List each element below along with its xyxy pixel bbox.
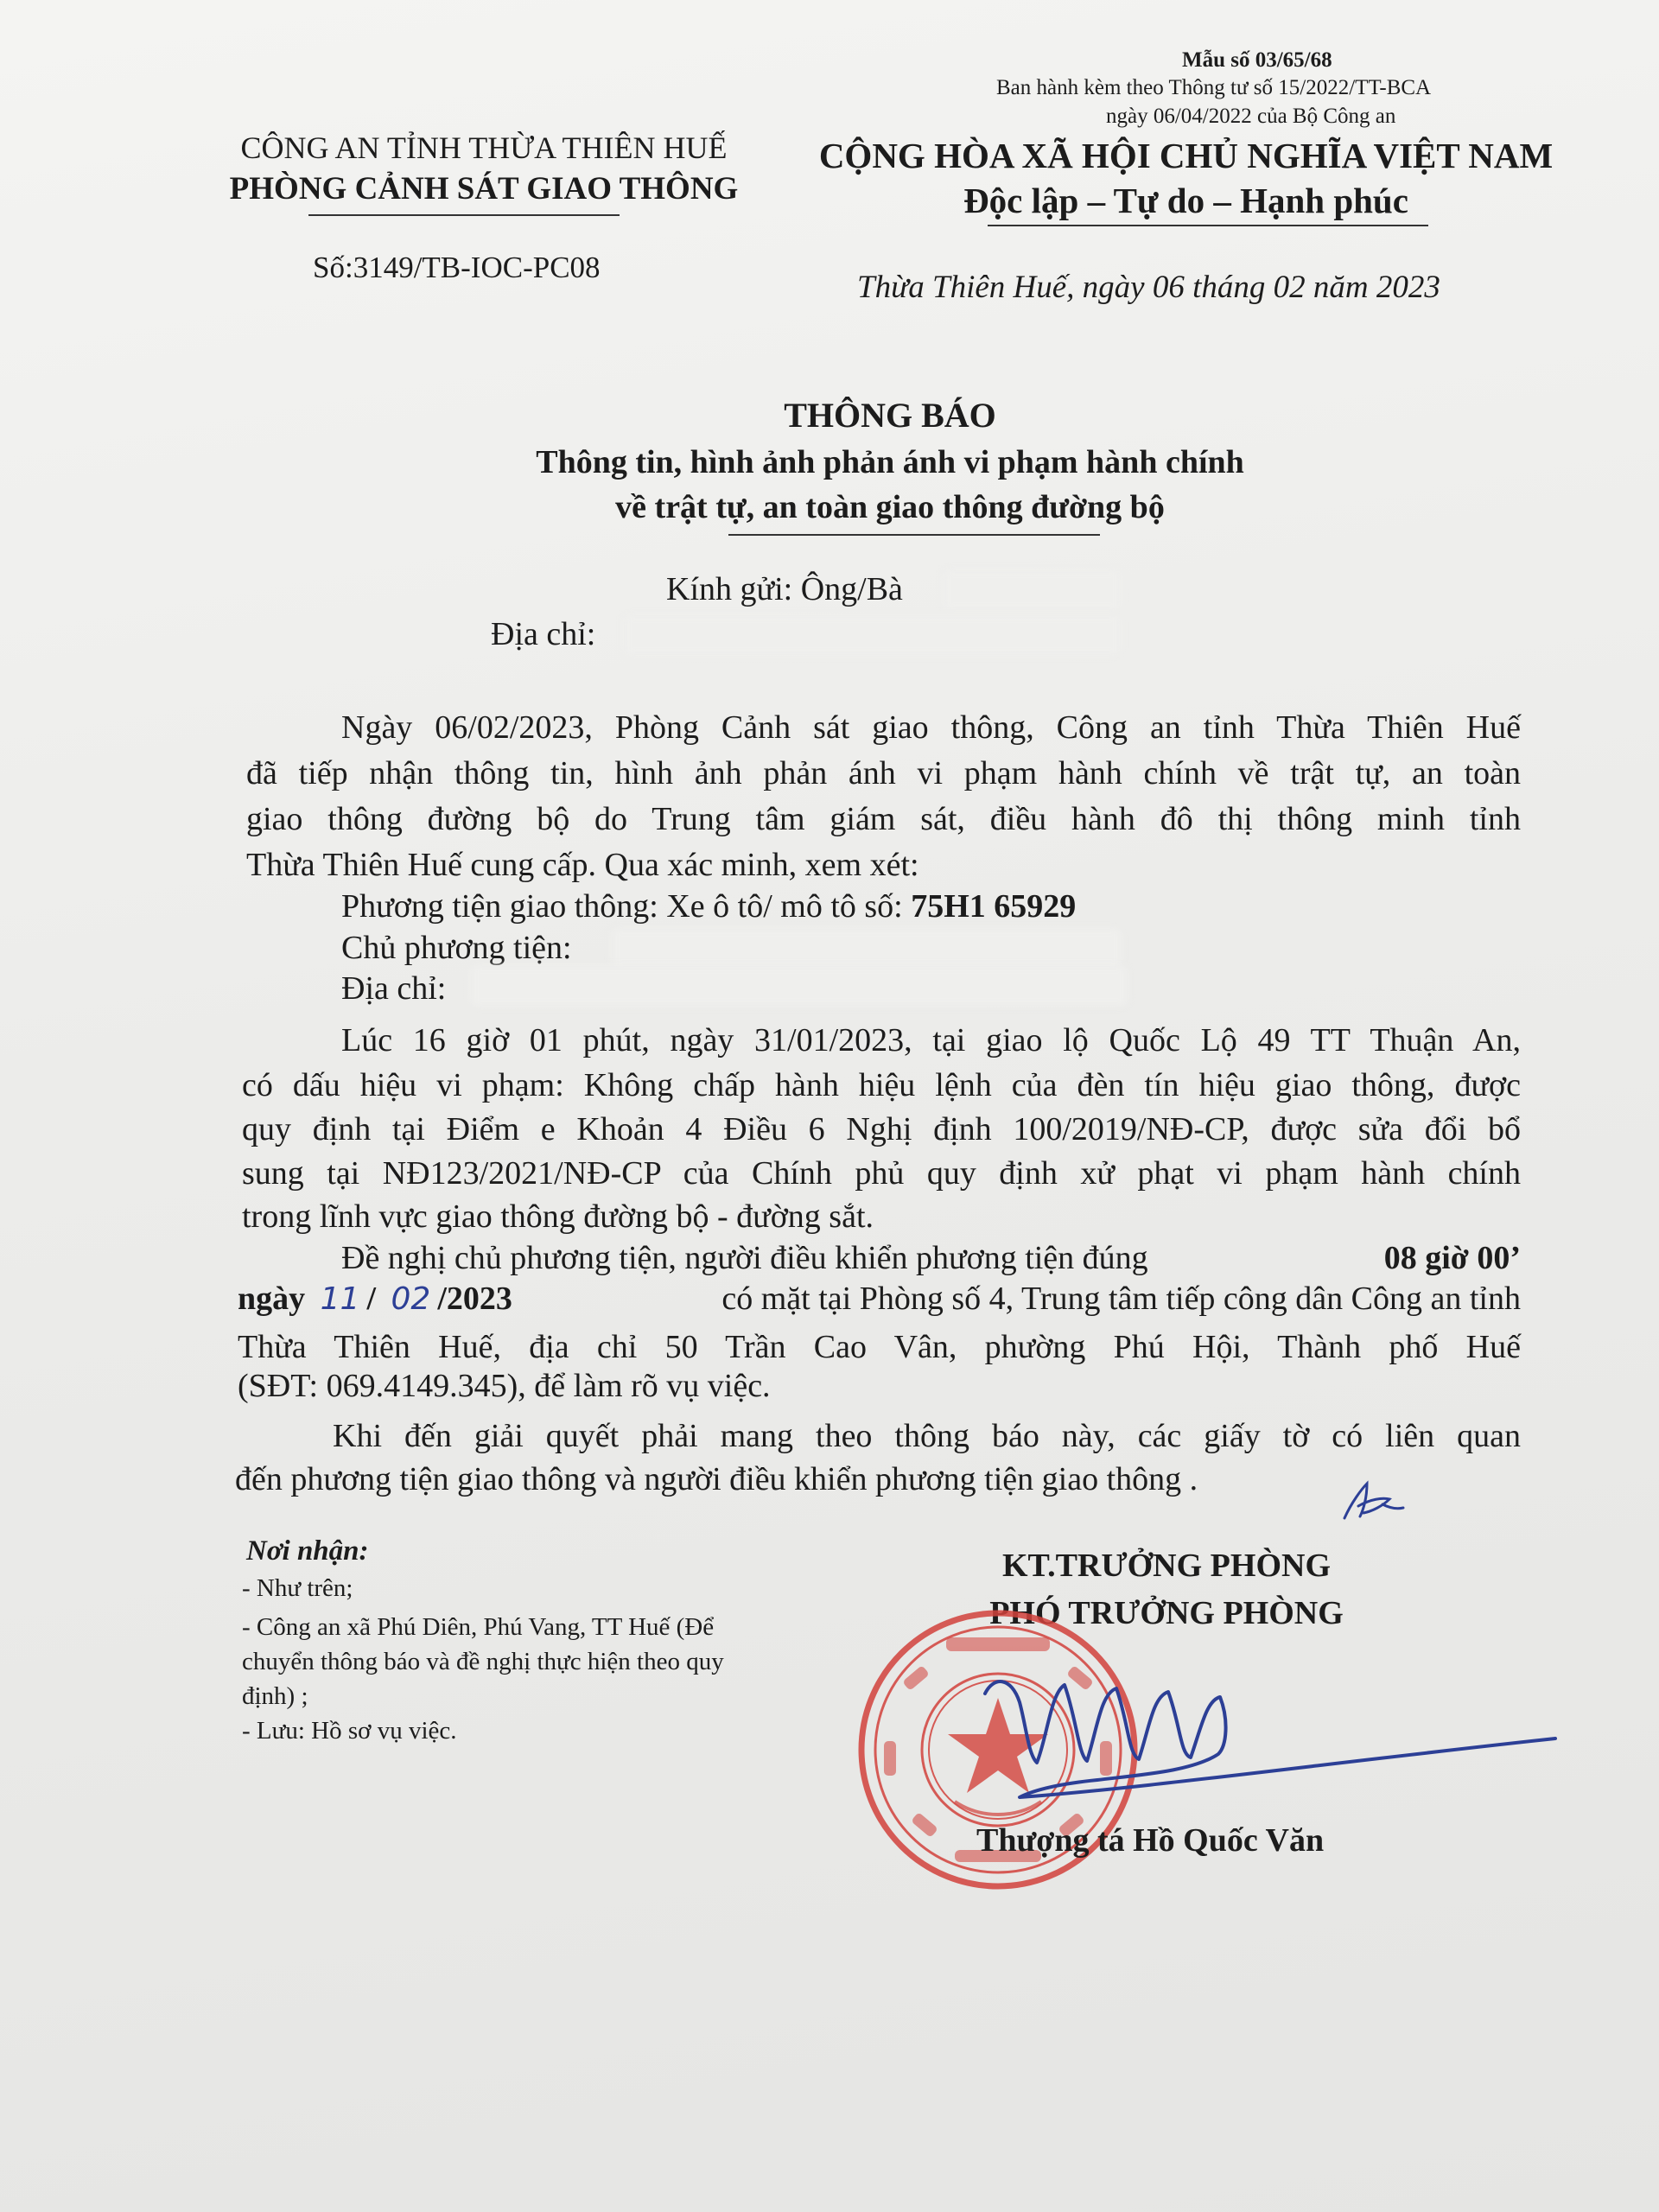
- appointment-date-separator: /: [366, 1281, 377, 1317]
- recipients-item-2-line-2: chuyển thông báo và đề nghị thực hiện theo quy: [242, 1648, 724, 1675]
- agency-name: PHÒNG CẢNH SÁT GIAO THÔNG: [229, 171, 739, 207]
- handwritten-signature: [968, 1659, 1573, 1815]
- title-underline: [728, 534, 1100, 536]
- appointment-day: 11: [320, 1281, 360, 1317]
- document-subtitle-1: Thông tin, hình ảnh phản ánh vi phạm hành chính: [536, 444, 1244, 480]
- appointment-month: 02: [391, 1281, 431, 1317]
- paragraph-2-line-3: quy định tại Điểm e Khoản 4 Điều 6 Nghị định 100/2019/NĐ-CP, được sửa đổi bổ: [242, 1111, 1521, 1147]
- recipients-item-1: - Như trên;: [242, 1574, 353, 1602]
- document-subtitle-2: về trật tự, an toàn giao thông đường bộ: [615, 489, 1165, 525]
- document-number: Số:3149/TB-IOC-PC08: [313, 251, 601, 284]
- paragraph-2-line-4: sung tại NĐ123/2021/NĐ-CP của Chính phủ quy định xử phạt vi phạm hành chính: [242, 1155, 1521, 1192]
- signature-title-2: PHÓ TRƯỞNG PHÒNG: [989, 1595, 1344, 1631]
- appointment-date: [238, 1280, 512, 1318]
- recipients-heading: Nơi nhận:: [246, 1535, 369, 1567]
- paragraph-3-line-4: (SĐT: 069.4149.345), để làm rõ vụ việc.: [238, 1368, 771, 1404]
- paragraph-2-line-5: trong lĩnh vực giao thông đường bộ - đường sắt.: [242, 1198, 874, 1235]
- paragraph-1-line-2: đã tiếp nhận thông tin, hình ảnh phản ánh vi phạm hành chính về trật tự, an toàn: [246, 755, 1521, 791]
- vehicle-label: Phương tiện giao thông: Xe ô tô/ mô tô số:: [341, 888, 903, 925]
- appointment-day-word: ngày: [238, 1281, 306, 1317]
- owner-address-label: Địa chỉ:: [341, 970, 447, 1007]
- owner-label: Chủ phương tiện:: [341, 930, 572, 966]
- vehicle-plate: 75H1 65929: [911, 888, 1077, 925]
- recipients-item-3: - Lưu: Hồ sơ vụ việc.: [242, 1717, 457, 1745]
- form-code: Mẫu số 03/65/68: [1182, 48, 1332, 72]
- agency-parent: CÔNG AN TỈNH THỪA THIÊN HUẾ: [240, 130, 728, 165]
- paragraph-2-line-2: có dấu hiệu vi phạm: Không chấp hành hiệu lệnh của đèn tín hiệu giao thông, được: [242, 1067, 1521, 1103]
- appointment-time: 08 giờ 00’: [1383, 1240, 1521, 1276]
- recipients-item-2-line-3: định) ;: [242, 1682, 308, 1710]
- form-issued-with: Ban hành kèm theo Thông tư số 15/2022/TT-BCA: [996, 76, 1432, 99]
- redacted-name: [944, 570, 1121, 610]
- redacted-owner: [612, 929, 1122, 967]
- recipients-item-2-line-1: - Công an xã Phú Diên, Phú Vang, TT Huế (Để: [242, 1613, 715, 1641]
- paragraph-2-line-1: Lúc 16 giờ 01 phút, ngày 31/01/2023, tại giao lộ Quốc Lộ 49 TT Thuận An,: [341, 1022, 1521, 1058]
- vehicle-line: [341, 887, 1076, 925]
- initials-mark: [1338, 1473, 1407, 1525]
- recipient-address-label: Địa chỉ:: [491, 616, 596, 652]
- nation-motto: Độc lập – Tự do – Hạnh phúc: [963, 181, 1408, 220]
- paragraph-3-line-1: [341, 1239, 1521, 1277]
- paragraph-1-line-1: Ngày 06/02/2023, Phòng Cảnh sát giao thông, Công an tỉnh Thừa Thiên Huế: [341, 709, 1521, 746]
- signer-name: Thượng tá Hồ Quốc Văn: [976, 1822, 1325, 1859]
- paragraph-3-line-1-text: Đề nghị chủ phương tiện, người điều khiển phương tiện đúng: [341, 1240, 1148, 1276]
- form-issued-date: ngày 06/04/2022 của Bộ Công an: [1106, 105, 1396, 128]
- paragraph-3-line-2-rest: có mặt tại Phòng số 4, Trung tâm tiếp công dân Công an tỉnh: [721, 1281, 1521, 1317]
- signature-title-1: KT.TRƯỞNG PHÒNG: [1002, 1548, 1331, 1584]
- place-date: Thừa Thiên Huế, ngày 06 tháng 02 năm 2023: [857, 270, 1440, 305]
- nation-name: CỘNG HÒA XÃ HỘI CHỦ NGHĨA VIỆT NAM: [818, 136, 1554, 175]
- paragraph-1-line-3: giao thông đường bộ do Trung tâm giám sát, điều hành đô thị thông minh tỉnh: [246, 801, 1521, 837]
- paragraph-3-line-2: [238, 1280, 1521, 1318]
- motto-underline: [988, 225, 1428, 226]
- salutation: Kính gửi: Ông/Bà: [666, 571, 903, 607]
- appointment-year: /2023: [437, 1281, 512, 1317]
- document-title: THÔNG BÁO: [784, 396, 996, 435]
- paragraph-3-line-3: Thừa Thiên Huế, địa chỉ 50 Trần Cao Vân, phường Phú Hội, Thành phố Huế: [238, 1329, 1521, 1365]
- paragraph-4-line-2: đến phương tiện giao thông và người điều khiển phương tiện giao thông .: [235, 1461, 1198, 1497]
- paragraph-4-line-1: Khi đến giải quyết phải mang theo thông báo này, các giấy tờ có liên quan: [333, 1418, 1521, 1454]
- redacted-owner-address: [471, 966, 1128, 1006]
- agency-underline: [308, 214, 620, 216]
- paragraph-1-line-4: Thừa Thiên Huế cung cấp. Qua xác minh, xem xét:: [246, 847, 919, 883]
- redacted-address: [624, 615, 1121, 655]
